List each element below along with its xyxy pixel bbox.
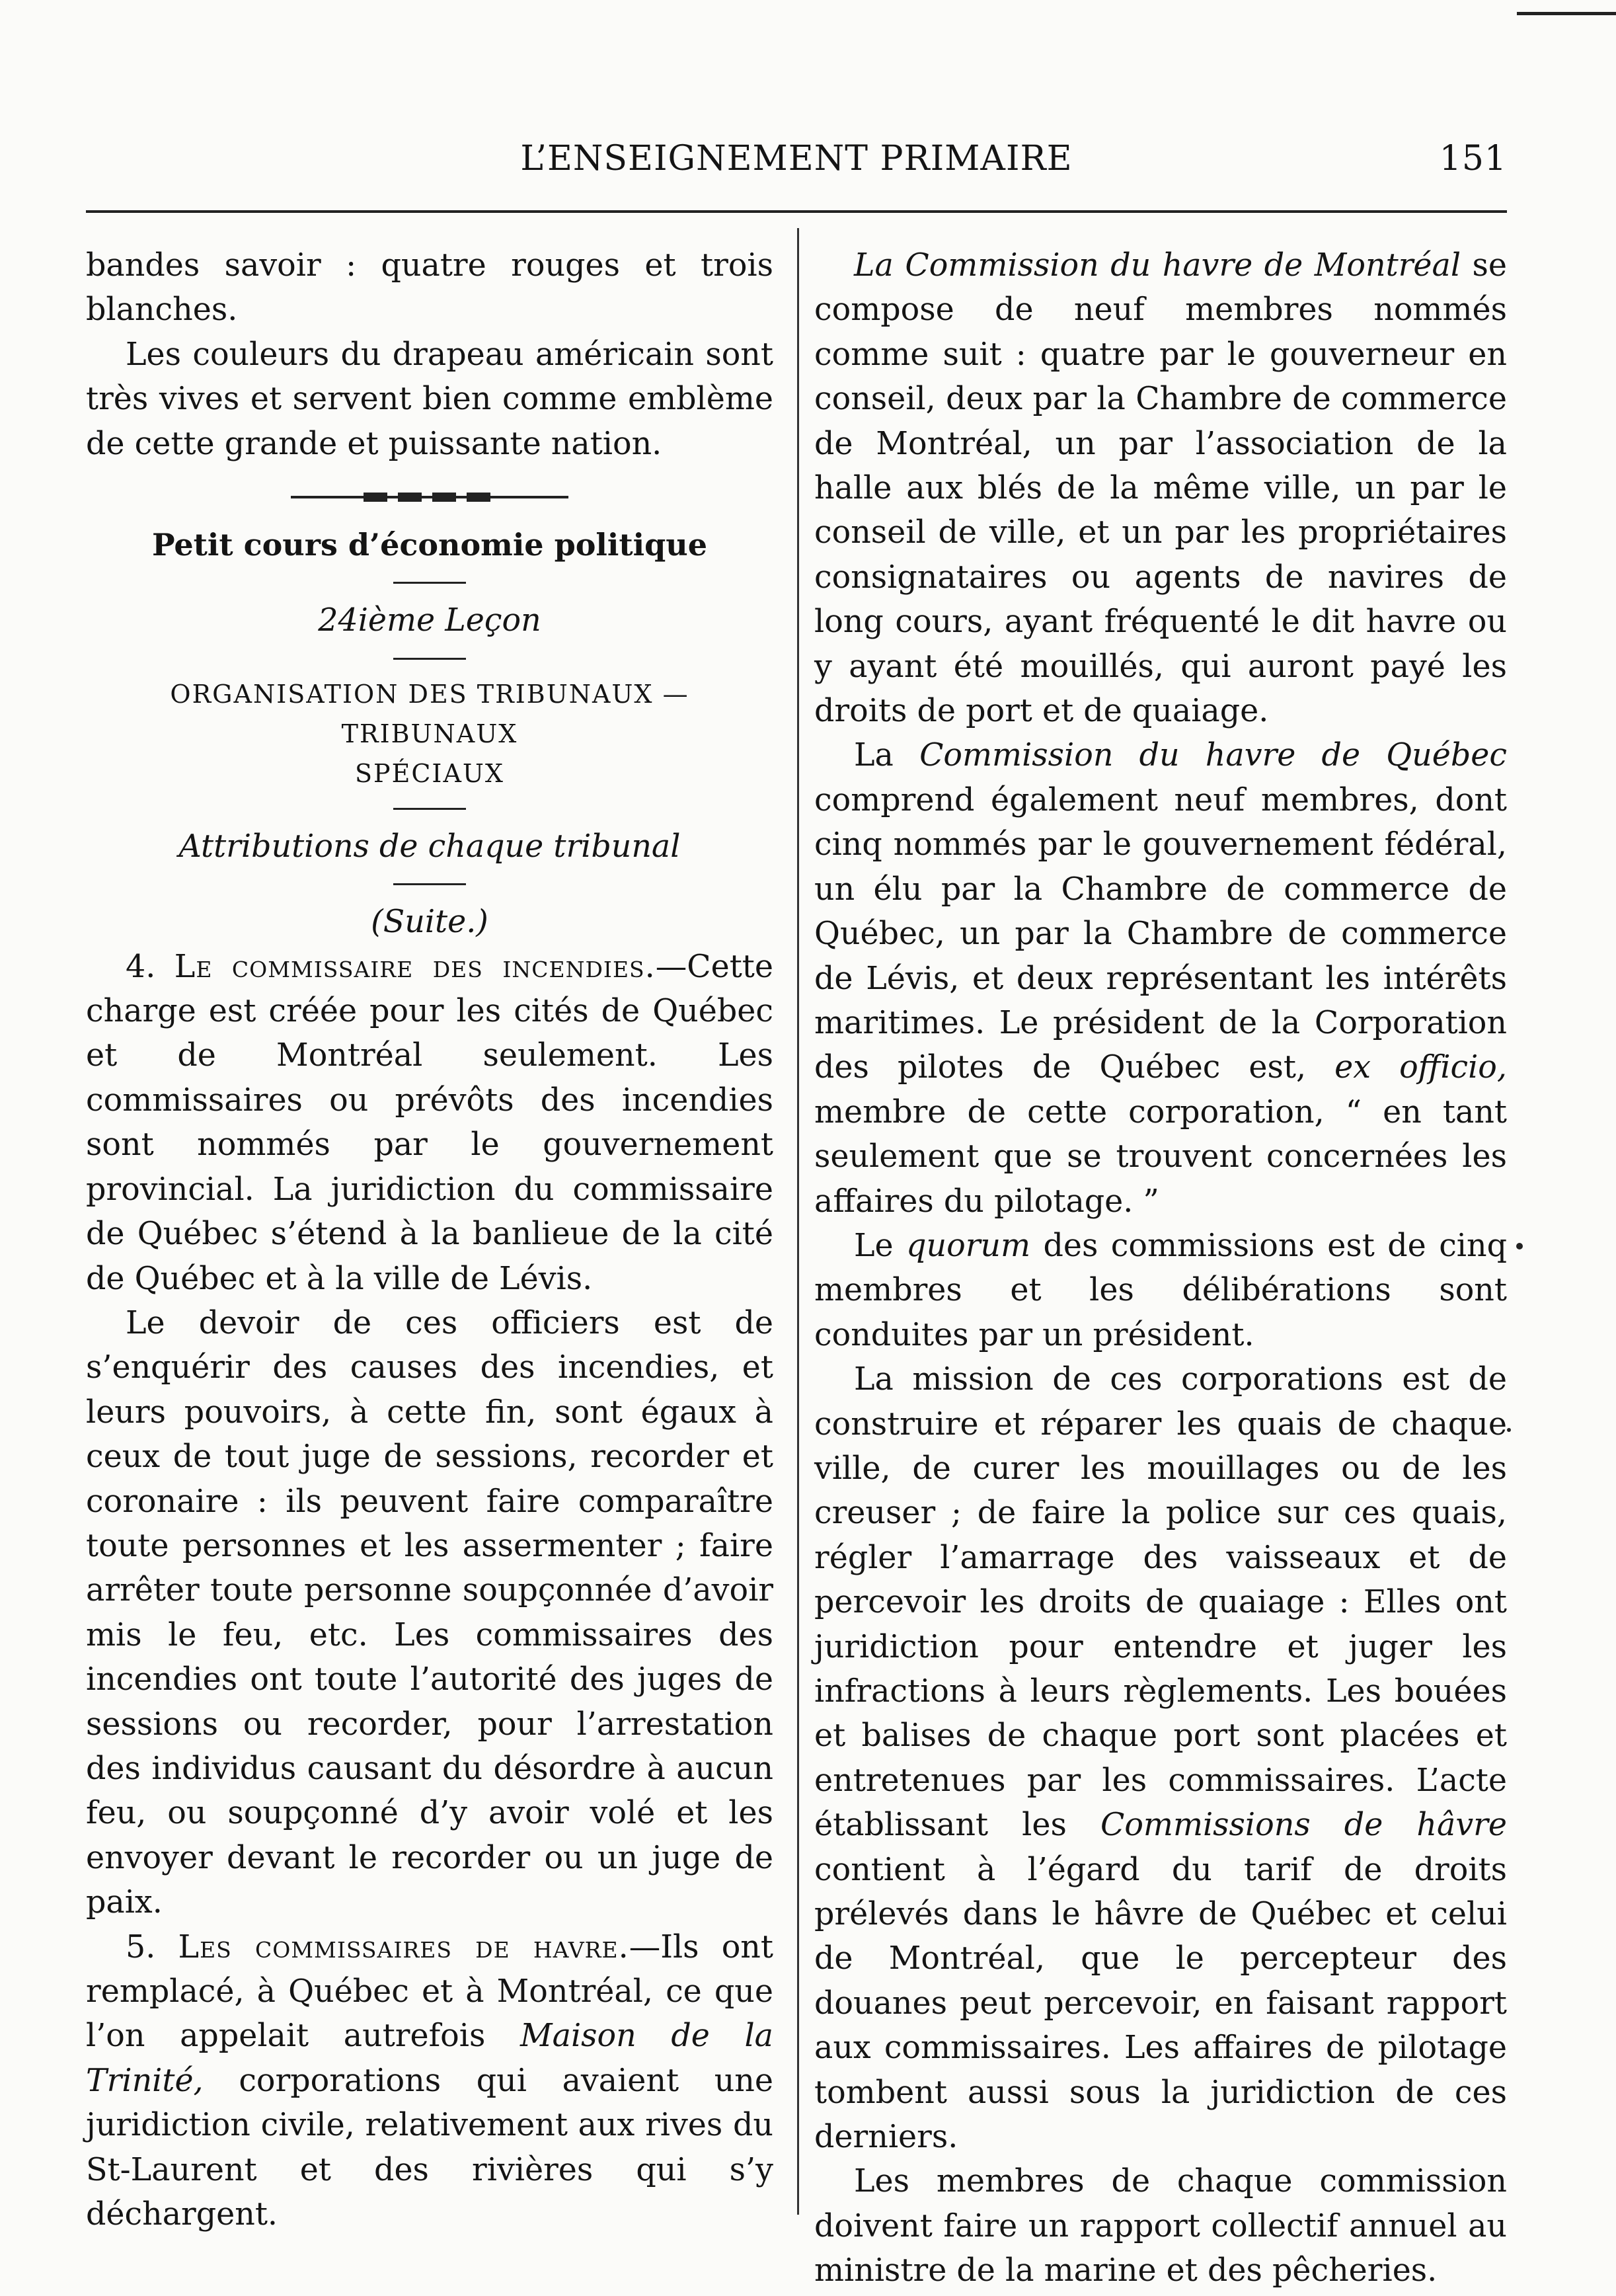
chapter-heading	[86, 674, 773, 793]
page-header	[86, 139, 1507, 185]
chapter-heading-line: SPÉCIAUX	[355, 758, 504, 788]
running-title: L’ENSEIGNEMENT PRIMAIRE	[520, 139, 1073, 178]
item-heading: Les commissaires de havre.	[178, 1928, 629, 1965]
text-run: membre de cette corporation, “ en tant seulement que se trouvent concernées les affaires du pilotage. ”	[814, 1093, 1507, 1220]
short-rule	[393, 658, 466, 660]
text-run: contient à l’égard du tarif de droits prélevés dans le hâvre de Québec et celui de Montréal, que le percepteur des douanes peut percevoir, en faisant rapport aux commissaires. Les affaires de pilotage tombent aussi sous la juridiction de ces derniers.	[814, 1851, 1507, 2156]
item-number: 5.	[126, 1928, 156, 1965]
text-run: La	[854, 737, 920, 774]
corner-rule	[1517, 12, 1616, 15]
numbered-paragraph	[86, 945, 773, 1301]
section-title: Petit cours d’économie politique	[152, 527, 707, 563]
paragraph	[814, 243, 1507, 733]
paragraph: Les membres de chaque commission doivent faire un rapport collectif annuel au ministre de la marine et des pêcheries.	[814, 2163, 1507, 2289]
italic-term: La Commission du havre de Montréal	[854, 247, 1461, 284]
numbered-paragraph	[86, 1925, 773, 2237]
item-heading: Le commissaire des incendies.	[174, 948, 656, 985]
item-text: —Ils ont remplacé, à Québec et à Montréal, ce que l’on appelait autrefois	[86, 1928, 773, 2055]
short-rule	[393, 883, 466, 885]
right-column	[814, 243, 1507, 2293]
lesson-title: 24ième Leçon	[318, 602, 541, 639]
paragraph	[814, 1357, 1507, 2159]
page-number: 151	[1439, 139, 1507, 178]
section-separator	[291, 493, 568, 502]
text-run: Le	[854, 1227, 907, 1264]
left-column	[86, 243, 773, 2237]
stray-mark	[1516, 1243, 1523, 1249]
italic-term: ex officio,	[1334, 1049, 1507, 1086]
paragraph: bandes savoir : quatre rouges et trois blanches.	[86, 247, 773, 329]
text-run: La mission de ces corporations est de construire et réparer les quais de chaque ville, de curer les mouillages ou de les creuser ; de faire la police sur ces quais, régler l’amarrage des vaisseaux et de percevoir les droits de quaiage : Elles ont juridiction pour entendre et juger les infractions à leurs règlements. Les bouées et balises de chaque port sont placées et entretenues par les commissaires. L’acte établissant les	[814, 1361, 1507, 1844]
text-run: se compose de neuf membres nommés comme suit : quatre par le gouverneur en conseil, deux par la Chambre de commerce de Montréal, un par l’association de la halle aux blés de la même ville, un par le conseil de ville, et un par les propriétaires consignataires ou agents de navires de long cours, ayant fréquenté le dit havre ou y ayant été mouillés, qui auront payé les droits de port et de quaiage.	[814, 247, 1507, 730]
paragraph	[814, 1224, 1507, 1357]
italic-term: quorum	[906, 1227, 1031, 1264]
text-run: comprend également neuf membres, dont cinq nommés par le gouvernement fédéral, un élu par la Chambre de commerce de Québec, un par la Chambre de commerce de Lévis, et deux représentant les intérêts maritimes. Le président de la Corporation des pilotes de Québec est,	[814, 781, 1507, 1086]
short-rule	[393, 808, 466, 810]
paragraph: Le devoir de ces officiers est de s’enquérir des causes des incendies, et leurs pouvoirs, à cette fin, sont égaux à ceux de tout juge de sessions, recorder et coronaire : ils peuvent faire comparaître toute personnes et les assermenter ; faire arrêter toute personne soupçonnée d’avoir mis le feu, etc. Les commissaires des incendies ont toute l’autorité des juges de sessions ou recorder, pour l’arrestation des individus causant du désordre à aucun feu, ou soupçonné d’y avoir volé et les envoyer devant le recorder ou un juge de paix.	[86, 1304, 773, 1921]
subtitle: Attributions de chaque tribunal	[178, 828, 681, 865]
item-number: 4.	[126, 948, 156, 985]
chapter-heading-line: ORGANISATION DES TRIBUNAUX — TRIBUNAUX	[170, 679, 689, 748]
italic-term: Commission du havre de Québec	[919, 737, 1507, 774]
paragraph: Les couleurs du drapeau américain sont très vives et servent bien comme emblème de cette grande et puissante nation.	[86, 336, 773, 462]
short-rule	[393, 582, 466, 584]
stray-mark	[1507, 1428, 1511, 1432]
suite-label: (Suite.)	[371, 904, 488, 941]
item-text: corporations qui avaient une juridiction civile, relativement aux rives du St-Laurent et des rivières qui s’y déchargent.	[86, 2062, 773, 2233]
item-text: —Cette charge est créée pour les cités de Québec et de Montréal seulement. Les commissaires ou prévôts des incendies sont nommés par le gouvernement provincial. La juridiction du commissaire de Québec s’étend à la banlieue de la cité de Québec et à la ville de Lévis.	[86, 948, 773, 1297]
column-divider	[797, 228, 799, 2215]
italic-term: Commissions de hâvre	[1100, 1807, 1507, 1844]
header-rule	[86, 210, 1507, 213]
text-run: des commissions est de cinq membres et les délibérations sont conduites par un président.	[814, 1227, 1507, 1353]
italic-term: Maison de la Trinité,	[86, 2018, 773, 2099]
paragraph	[814, 733, 1507, 1223]
